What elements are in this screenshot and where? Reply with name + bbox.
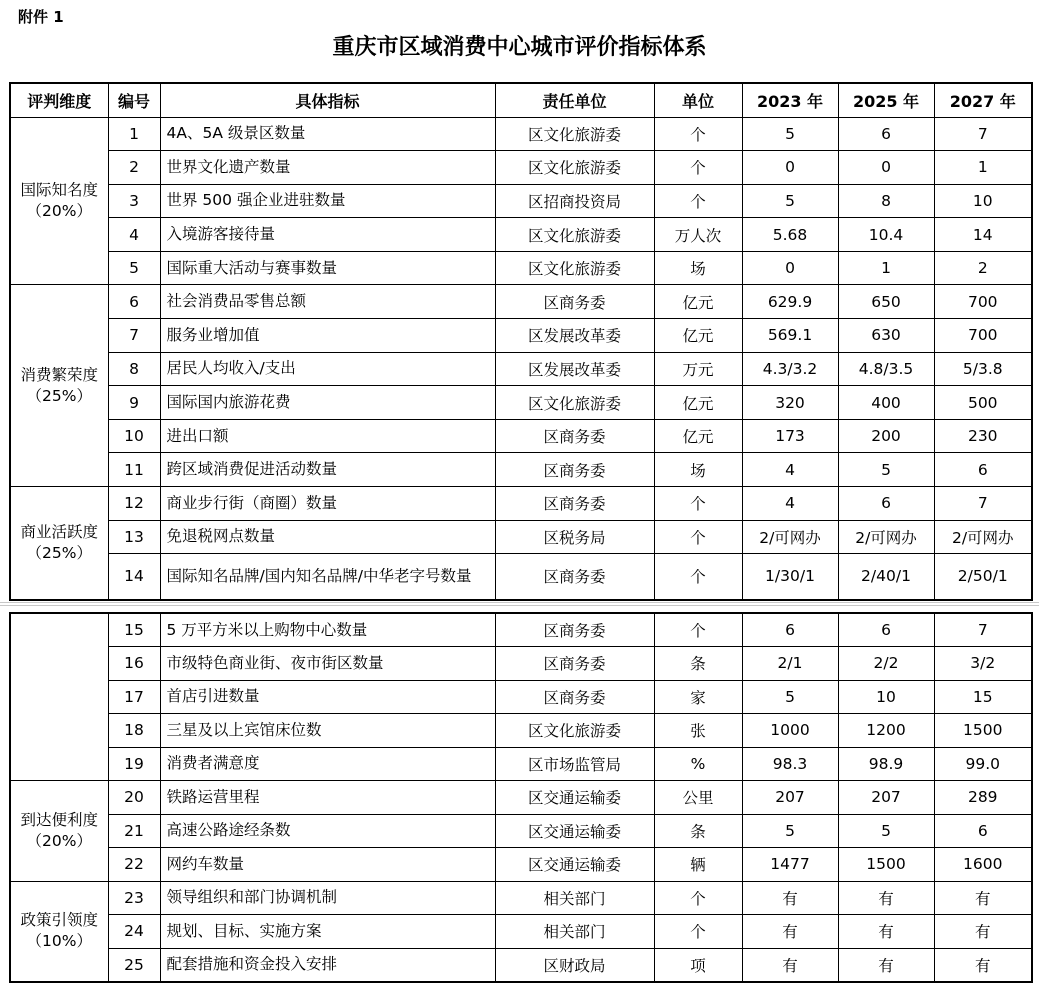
dimension-weight: （10%） [26, 932, 92, 950]
table-row [10, 386, 1032, 420]
value-2027-cell: 500 [934, 386, 1032, 420]
table-row [10, 881, 1032, 915]
indicator-cell: 配套措施和资金投入安排 [160, 948, 495, 982]
unit-cell: 个 [654, 487, 742, 521]
value-2025-cell: 4.8/3.5 [838, 352, 934, 386]
unit-cell: 个 [654, 151, 742, 185]
value-2025-cell: 有 [838, 948, 934, 982]
unit-cell: 个 [654, 881, 742, 915]
indicator-cell: 世界 500 强企业进驻数量 [160, 184, 495, 218]
value-2027-cell: 2/可网办 [934, 520, 1032, 554]
value-2025-cell: 400 [838, 386, 934, 420]
row-number-cell: 10 [108, 419, 160, 453]
dimension-cell [10, 285, 108, 487]
row-number-cell: 14 [108, 554, 160, 600]
department-cell: 区商务委 [495, 487, 654, 521]
value-2027-cell: 1 [934, 151, 1032, 185]
table-row [10, 487, 1032, 521]
row-number-cell: 18 [108, 714, 160, 748]
value-2025-cell: 630 [838, 319, 934, 353]
table-row [10, 613, 1032, 647]
value-2027-cell: 230 [934, 419, 1032, 453]
value-2025-cell: 有 [838, 915, 934, 949]
unit-cell: 公里 [654, 781, 742, 815]
value-2027-cell: 1600 [934, 848, 1032, 882]
column-header: 2027 年 [934, 83, 1032, 117]
value-2027-cell: 99.0 [934, 747, 1032, 781]
table-row [10, 218, 1032, 252]
department-cell: 区财政局 [495, 948, 654, 982]
value-2025-cell: 8 [838, 184, 934, 218]
value-2027-cell: 7 [934, 117, 1032, 151]
department-cell: 区商务委 [495, 613, 654, 647]
row-number-cell: 20 [108, 781, 160, 815]
row-number-cell: 6 [108, 285, 160, 319]
unit-cell: 个 [654, 915, 742, 949]
value-2025-cell: 5 [838, 814, 934, 848]
department-cell: 区商务委 [495, 647, 654, 681]
value-2023-cell: 有 [742, 915, 838, 949]
table-row [10, 151, 1032, 185]
row-number-cell: 8 [108, 352, 160, 386]
row-number-cell: 12 [108, 487, 160, 521]
unit-cell: 场 [654, 251, 742, 285]
value-2023-cell: 2/1 [742, 647, 838, 681]
indicator-cell: 铁路运营里程 [160, 781, 495, 815]
department-cell: 区交通运输委 [495, 848, 654, 882]
department-cell: 区文化旅游委 [495, 714, 654, 748]
unit-cell: % [654, 747, 742, 781]
value-2027-cell: 6 [934, 814, 1032, 848]
value-2023-cell: 6 [742, 613, 838, 647]
table-row [10, 814, 1032, 848]
row-number-cell: 22 [108, 848, 160, 882]
value-2027-cell: 14 [934, 218, 1032, 252]
table-row [10, 915, 1032, 949]
indicator-cell: 世界文化遗产数量 [160, 151, 495, 185]
indicator-cell: 国际知名品牌/国内知名品牌/中华老字号数量 [160, 554, 495, 600]
row-number-cell: 5 [108, 251, 160, 285]
table-row [10, 251, 1032, 285]
value-2025-cell: 6 [838, 613, 934, 647]
department-cell: 区发展改革委 [495, 319, 654, 353]
table-row [10, 285, 1032, 319]
column-header: 编号 [108, 83, 160, 117]
value-2023-cell: 1/30/1 [742, 554, 838, 600]
value-2023-cell: 5 [742, 184, 838, 218]
value-2025-cell: 0 [838, 151, 934, 185]
column-header: 具体指标 [160, 83, 495, 117]
row-number-cell: 9 [108, 386, 160, 420]
row-number-cell: 24 [108, 915, 160, 949]
unit-cell: 个 [654, 520, 742, 554]
row-number-cell: 4 [108, 218, 160, 252]
row-number-cell: 3 [108, 184, 160, 218]
unit-cell: 条 [654, 814, 742, 848]
value-2027-cell: 289 [934, 781, 1032, 815]
indicator-table-page-2 [9, 612, 1033, 983]
value-2027-cell: 5/3.8 [934, 352, 1032, 386]
row-number-cell: 13 [108, 520, 160, 554]
department-cell: 区商务委 [495, 419, 654, 453]
value-2023-cell: 4.3/3.2 [742, 352, 838, 386]
table-row [10, 419, 1032, 453]
dimension-name: 商业活跃度 [20, 522, 98, 541]
table-row [10, 747, 1032, 781]
table-row [10, 554, 1032, 600]
unit-cell: 亿元 [654, 419, 742, 453]
department-cell: 区商务委 [495, 285, 654, 319]
value-2027-cell: 有 [934, 915, 1032, 949]
dimension-name: 国际知名度 [20, 180, 98, 199]
row-number-cell: 25 [108, 948, 160, 982]
dimension-cell [10, 117, 108, 285]
indicator-cell: 规划、目标、实施方案 [160, 915, 495, 949]
unit-cell: 万元 [654, 352, 742, 386]
page-break-line [0, 602, 1039, 603]
value-2023-cell: 5 [742, 680, 838, 714]
indicator-cell: 免退税网点数量 [160, 520, 495, 554]
value-2025-cell: 10.4 [838, 218, 934, 252]
value-2025-cell: 5 [838, 453, 934, 487]
indicator-cell: 三星及以上宾馆床位数 [160, 714, 495, 748]
table-row [10, 453, 1032, 487]
unit-cell: 个 [654, 117, 742, 151]
unit-cell: 个 [654, 554, 742, 600]
table-row [10, 352, 1032, 386]
dimension-cell [10, 781, 108, 882]
row-number-cell: 21 [108, 814, 160, 848]
department-cell: 区发展改革委 [495, 352, 654, 386]
row-number-cell: 11 [108, 453, 160, 487]
unit-cell: 项 [654, 948, 742, 982]
value-2023-cell: 98.3 [742, 747, 838, 781]
column-header: 2023 年 [742, 83, 838, 117]
unit-cell: 场 [654, 453, 742, 487]
department-cell: 相关部门 [495, 915, 654, 949]
row-number-cell: 7 [108, 319, 160, 353]
table-row [10, 647, 1032, 681]
value-2023-cell: 629.9 [742, 285, 838, 319]
dimension-cell [10, 613, 108, 781]
column-header: 2025 年 [838, 83, 934, 117]
unit-cell: 万人次 [654, 218, 742, 252]
indicator-cell: 跨区域消费促进活动数量 [160, 453, 495, 487]
value-2023-cell: 5.68 [742, 218, 838, 252]
indicator-cell: 5 万平方米以上购物中心数量 [160, 613, 495, 647]
dimension-weight: （25%） [26, 386, 92, 405]
value-2027-cell: 700 [934, 319, 1032, 353]
value-2023-cell: 有 [742, 881, 838, 915]
department-cell: 区交通运输委 [495, 814, 654, 848]
table-row [10, 520, 1032, 554]
department-cell: 区税务局 [495, 520, 654, 554]
row-number-cell: 2 [108, 151, 160, 185]
value-2023-cell: 1000 [742, 714, 838, 748]
value-2027-cell: 10 [934, 184, 1032, 218]
dimension-name: 到达便利度 [20, 810, 98, 829]
table-header-row [10, 83, 1032, 117]
value-2023-cell: 2/可网办 [742, 520, 838, 554]
row-number-cell: 15 [108, 613, 160, 647]
value-2027-cell: 7 [934, 487, 1032, 521]
value-2023-cell: 4 [742, 453, 838, 487]
dimension-weight: （20%） [26, 201, 92, 220]
department-cell: 区商务委 [495, 554, 654, 600]
department-cell: 区文化旅游委 [495, 251, 654, 285]
indicator-cell: 国际重大活动与赛事数量 [160, 251, 495, 285]
department-cell: 区交通运输委 [495, 781, 654, 815]
table-row [10, 184, 1032, 218]
value-2023-cell: 173 [742, 419, 838, 453]
indicator-cell: 4A、5A 级景区数量 [160, 117, 495, 151]
department-cell: 区文化旅游委 [495, 218, 654, 252]
row-number-cell: 1 [108, 117, 160, 151]
value-2027-cell: 2/50/1 [934, 554, 1032, 600]
indicator-cell: 服务业增加值 [160, 319, 495, 353]
table-row [10, 848, 1032, 882]
indicator-cell: 高速公路途经条数 [160, 814, 495, 848]
indicator-table-page-1 [9, 82, 1033, 601]
table-row [10, 781, 1032, 815]
value-2025-cell: 10 [838, 680, 934, 714]
unit-cell: 亿元 [654, 386, 742, 420]
unit-cell: 亿元 [654, 319, 742, 353]
indicator-cell: 入境游客接待量 [160, 218, 495, 252]
value-2023-cell: 320 [742, 386, 838, 420]
column-header: 单位 [654, 83, 742, 117]
column-header: 评判维度 [10, 83, 108, 117]
value-2023-cell: 207 [742, 781, 838, 815]
value-2027-cell: 有 [934, 948, 1032, 982]
page-break-line [0, 605, 1039, 606]
value-2025-cell: 200 [838, 419, 934, 453]
indicator-cell: 商业步行街（商圈）数量 [160, 487, 495, 521]
value-2027-cell: 有 [934, 881, 1032, 915]
value-2025-cell: 6 [838, 117, 934, 151]
indicator-cell: 市级特色商业街、夜市街区数量 [160, 647, 495, 681]
table-row [10, 117, 1032, 151]
row-number-cell: 16 [108, 647, 160, 681]
table-row [10, 948, 1032, 982]
value-2025-cell: 207 [838, 781, 934, 815]
department-cell: 区商务委 [495, 453, 654, 487]
table-row [10, 680, 1032, 714]
department-cell: 区文化旅游委 [495, 386, 654, 420]
value-2027-cell: 700 [934, 285, 1032, 319]
department-cell: 区文化旅游委 [495, 117, 654, 151]
department-cell: 区文化旅游委 [495, 151, 654, 185]
value-2025-cell: 650 [838, 285, 934, 319]
dimension-name: 政策引领度 [20, 911, 98, 929]
unit-cell: 家 [654, 680, 742, 714]
column-header: 责任单位 [495, 83, 654, 117]
indicator-cell: 消费者满意度 [160, 747, 495, 781]
row-number-cell: 19 [108, 747, 160, 781]
value-2025-cell: 有 [838, 881, 934, 915]
dimension-weight: （25%） [26, 543, 92, 562]
unit-cell: 辆 [654, 848, 742, 882]
dimension-weight: （20%） [26, 831, 92, 850]
value-2023-cell: 0 [742, 151, 838, 185]
value-2027-cell: 2 [934, 251, 1032, 285]
row-number-cell: 23 [108, 881, 160, 915]
dimension-cell [10, 881, 108, 982]
department-cell: 区招商投资局 [495, 184, 654, 218]
value-2023-cell: 5 [742, 117, 838, 151]
value-2027-cell: 7 [934, 613, 1032, 647]
unit-cell: 条 [654, 647, 742, 681]
value-2023-cell: 5 [742, 814, 838, 848]
value-2023-cell: 4 [742, 487, 838, 521]
value-2025-cell: 1500 [838, 848, 934, 882]
table-row [10, 319, 1032, 353]
indicator-cell: 进出口额 [160, 419, 495, 453]
department-cell: 区市场监管局 [495, 747, 654, 781]
unit-cell: 个 [654, 184, 742, 218]
document-title: 重庆市区域消费中心城市评价指标体系 [332, 35, 707, 60]
value-2025-cell: 1200 [838, 714, 934, 748]
indicator-cell: 网约车数量 [160, 848, 495, 882]
value-2025-cell: 2/可网办 [838, 520, 934, 554]
unit-cell: 张 [654, 714, 742, 748]
department-cell: 相关部门 [495, 881, 654, 915]
indicator-cell: 首店引进数量 [160, 680, 495, 714]
department-cell: 区商务委 [495, 680, 654, 714]
indicator-cell: 领导组织和部门协调机制 [160, 881, 495, 915]
row-number-cell: 17 [108, 680, 160, 714]
indicator-cell: 社会消费品零售总额 [160, 285, 495, 319]
dimension-name: 消费繁荣度 [20, 365, 98, 384]
attachment-label: 附件 1 [18, 8, 64, 26]
value-2027-cell: 3/2 [934, 647, 1032, 681]
value-2023-cell: 1477 [742, 848, 838, 882]
indicator-cell: 居民人均收入/支出 [160, 352, 495, 386]
value-2027-cell: 15 [934, 680, 1032, 714]
value-2025-cell: 6 [838, 487, 934, 521]
value-2027-cell: 1500 [934, 714, 1032, 748]
dimension-cell [10, 487, 108, 600]
value-2027-cell: 6 [934, 453, 1032, 487]
indicator-cell: 国际国内旅游花费 [160, 386, 495, 420]
value-2023-cell: 569.1 [742, 319, 838, 353]
table-row [10, 714, 1032, 748]
value-2025-cell: 2/2 [838, 647, 934, 681]
value-2023-cell: 有 [742, 948, 838, 982]
value-2023-cell: 0 [742, 251, 838, 285]
unit-cell: 个 [654, 613, 742, 647]
value-2025-cell: 2/40/1 [838, 554, 934, 600]
unit-cell: 亿元 [654, 285, 742, 319]
value-2025-cell: 98.9 [838, 747, 934, 781]
value-2025-cell: 1 [838, 251, 934, 285]
